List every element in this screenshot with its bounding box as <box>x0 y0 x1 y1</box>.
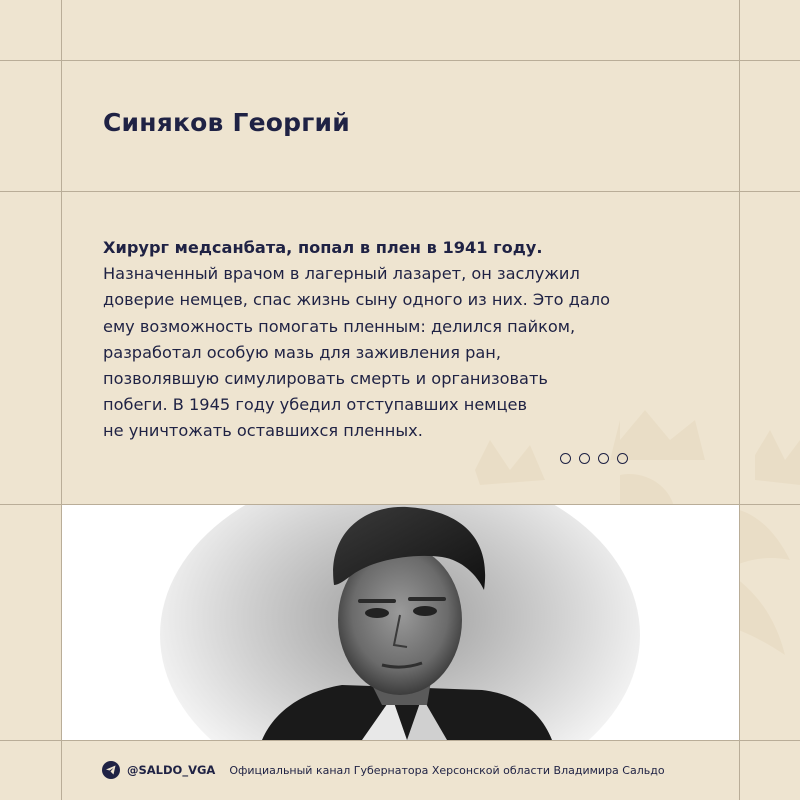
body-line: позволявшую симулировать смерть и организовать <box>103 369 548 389</box>
page-dot[interactable] <box>560 453 571 464</box>
portrait-photo <box>62 505 739 740</box>
lead-sentence: Хирург медсанбата, попал в плен в 1941 году. <box>103 238 543 257</box>
frame-line-above-footer <box>0 740 800 741</box>
portrait-image <box>62 505 739 740</box>
frame-line-right <box>739 0 740 800</box>
page-title: Синяков Георгий <box>103 108 350 137</box>
footer <box>102 759 665 781</box>
page-dot[interactable] <box>579 453 590 464</box>
footer-caption: Официальный канал Губернатора Херсонской области Владимира Сальдо <box>229 763 665 777</box>
page-dot[interactable] <box>598 453 609 464</box>
telegram-icon[interactable] <box>102 761 120 779</box>
body-line: ему возможность помогать пленным: делился пайком, <box>103 316 576 336</box>
body-line: доверие немцев, спас жизнь сыну одного из них. Это дало <box>103 290 611 310</box>
body-line: побеги. В 1945 году убедил отступавших немцев <box>103 395 528 415</box>
carousel-pagination <box>560 453 628 464</box>
biography-text <box>103 235 703 445</box>
body-line: Назначенный врачом в лагерный лазарет, он заслужил <box>103 264 580 284</box>
frame-line-under-title <box>0 191 800 192</box>
body-line: разработал особую мазь для заживления ран, <box>103 342 502 362</box>
body-line: не уничтожать оставшихся пленных. <box>103 421 423 441</box>
page-dot[interactable] <box>617 453 628 464</box>
frame-line-top <box>0 60 800 61</box>
channel-handle-link[interactable]: @SALDO_VGA <box>127 763 216 777</box>
